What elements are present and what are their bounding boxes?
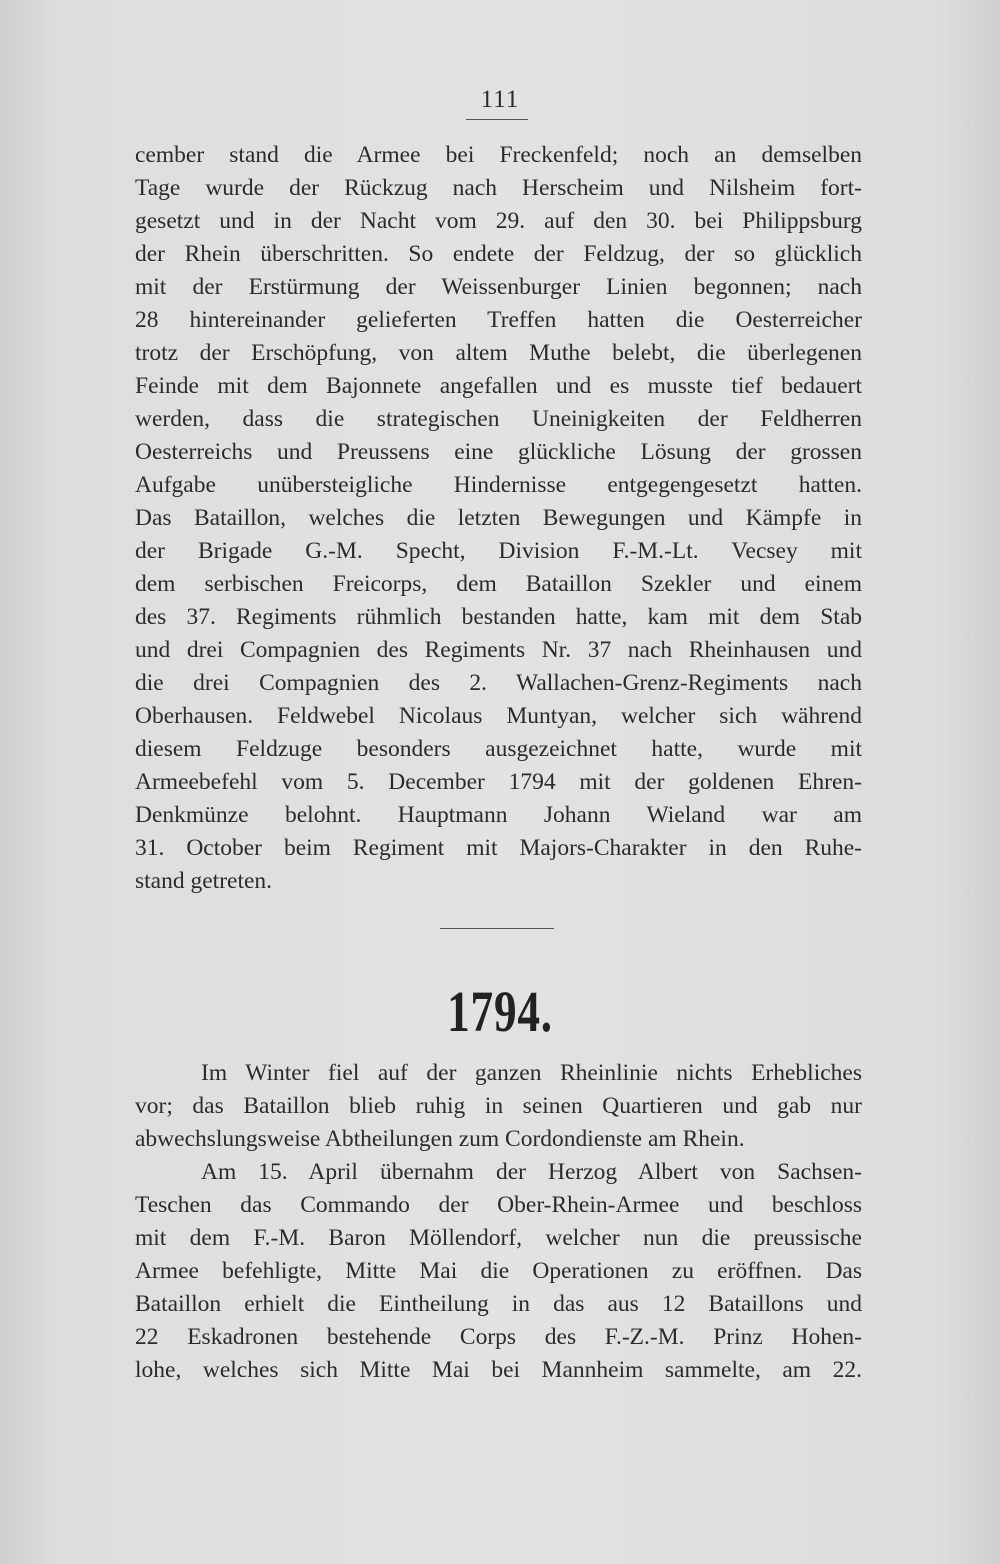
text-line: Oberhausen. Feldwebel Nicolaus Muntyan, welcher sich während <box>135 703 862 729</box>
text-line: Bataillon erhielt die Eintheilung in das aus 12 Bataillons und <box>135 1291 862 1317</box>
text-line: Armee befehligte, Mitte Mai die Operationen zu eröffnen. Das <box>135 1258 862 1284</box>
text-line: gesetzt und in der Nacht vom 29. auf den 30. bei Philippsburg <box>135 208 862 234</box>
section-divider <box>440 928 554 929</box>
text-line: Das Bataillon, welches die letzten Bewegungen und Kämpfe in <box>135 505 862 531</box>
text-line: der Brigade G.-M. Specht, Division F.-M.-Lt. Vecsey mit <box>135 538 862 564</box>
text-line: abwechslungsweise Abtheilungen zum Cordondienste am Rhein. <box>135 1126 745 1152</box>
text-line: trotz der Erschöpfung, von altem Muthe belebt, die überlegenen <box>135 340 862 366</box>
text-line: Am 15. April übernahm der Herzog Albert von Sachsen- <box>201 1159 862 1185</box>
page-number-rule <box>466 119 528 120</box>
text-line: Im Winter fiel auf der ganzen Rheinlinie nichts Erhebliches <box>201 1060 862 1086</box>
text-line: Tage wurde der Rückzug nach Herscheim und Nilsheim fort- <box>135 175 862 201</box>
text-line: stand getreten. <box>135 868 273 894</box>
section-heading: 1794. <box>447 979 553 1044</box>
text-line: Teschen das Commando der Ober-Rhein-Armee und beschloss <box>135 1192 862 1218</box>
paragraph-continuation <box>135 139 862 898</box>
text-line: die drei Compagnien des 2. Wallachen-Grenz-Regiments nach <box>135 670 862 696</box>
text-line: diesem Feldzuge besonders ausgezeichnet hatte, wurde mit <box>135 736 862 762</box>
text-line: Denkmünze belohnt. Hauptmann Johann Wieland war am <box>135 802 862 828</box>
text-line: Feinde mit dem Bajonnete angefallen und es musste tief bedauert <box>135 373 862 399</box>
text-line: vor; das Bataillon blieb ruhig in seinen Quartieren und gab nur <box>135 1093 862 1119</box>
text-line: und drei Compagnien des Regiments Nr. 37 nach Rheinhausen und <box>135 637 862 663</box>
section-body <box>135 1057 862 1387</box>
text-line: Oesterreichs und Preussens eine glückliche Lösung der grossen <box>135 439 862 465</box>
text-line: 28 hintereinander gelieferten Treffen hatten die Oesterreicher <box>135 307 862 333</box>
text-line: lohe, welches sich Mitte Mai bei Mannheim sammelte, am 22. <box>135 1357 862 1383</box>
text-line: werden, dass die strategischen Uneinigkeiten der Feldherren <box>135 406 862 432</box>
text-line: der Rhein überschritten. So endete der Feldzug, der so glücklich <box>135 241 862 267</box>
text-line: dem serbischen Freicorps, dem Bataillon Szekler und einem <box>135 571 862 597</box>
text-line: Aufgabe unübersteigliche Hindernisse entgegengesetzt hatten. <box>135 472 862 498</box>
text-line: des 37. Regiments rühmlich bestanden hatte, kam mit dem Stab <box>135 604 862 630</box>
text-line: mit der Erstürmung der Weissenburger Linien begonnen; nach <box>135 274 862 300</box>
text-line: Armeebefehl vom 5. December 1794 mit der goldenen Ehren- <box>135 769 862 795</box>
text-line: mit dem F.-M. Baron Möllendorf, welcher nun die preussische <box>135 1225 862 1251</box>
text-line: cember stand die Armee bei Freckenfeld; noch an demselben <box>135 142 862 168</box>
page-number: 111 <box>480 86 520 113</box>
text-line: 31. October beim Regiment mit Majors-Charakter in den Ruhe- <box>135 835 862 861</box>
text-line: 22 Eskadronen bestehende Corps des F.-Z.-M. Prinz Hohen- <box>135 1324 862 1350</box>
